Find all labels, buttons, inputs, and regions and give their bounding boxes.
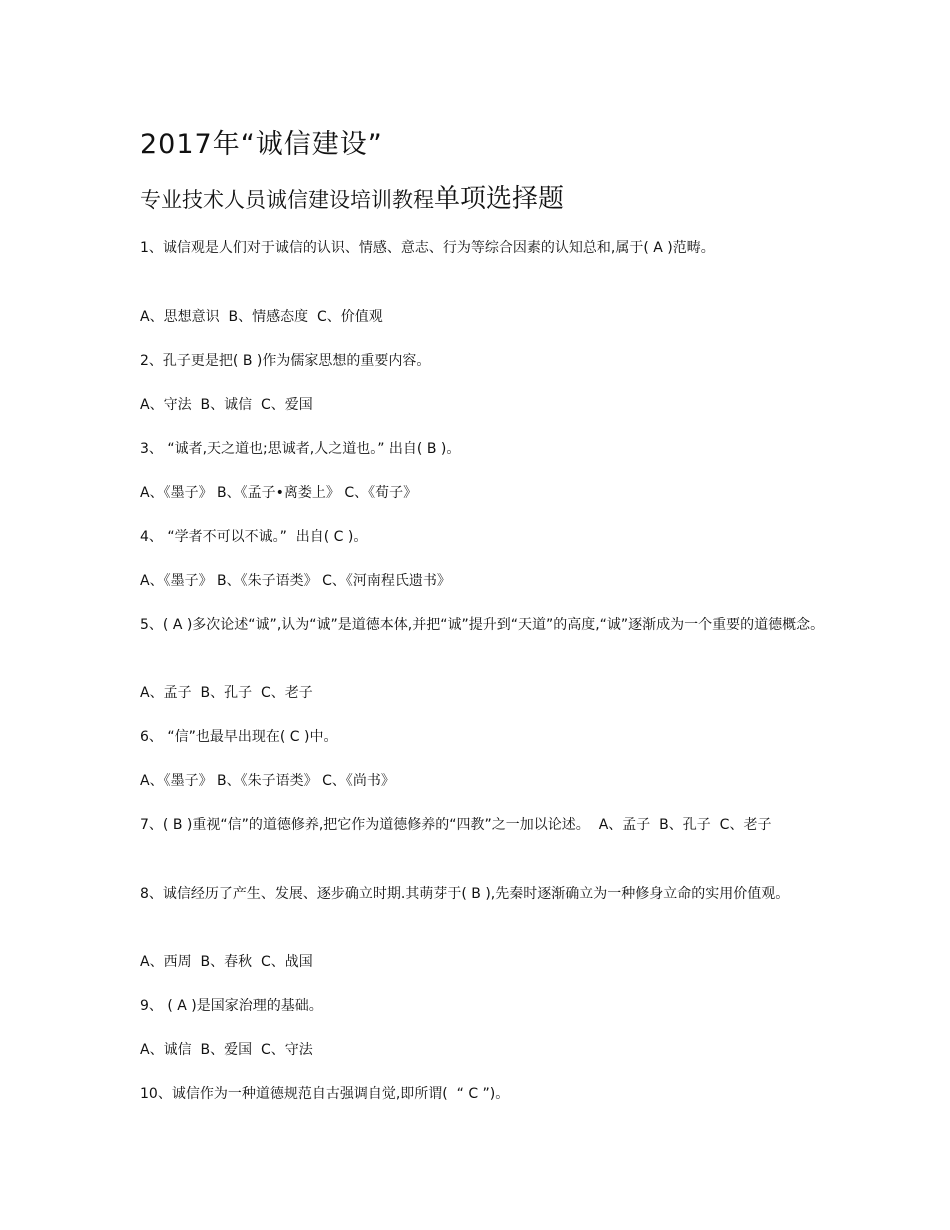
document-title: 2017年“诚信建设”	[140, 129, 383, 160]
question-2: 2、孔子更是把( B )作为儒家思想的重要内容。	[140, 353, 431, 369]
question-8: 8、诚信经历了产生、发展、逐步确立时期.其萌芽于( B ),先秦时逐渐确立为一种修身立命的实用价值观。	[140, 886, 790, 902]
subtitle-course-name: 专业技术人员诚信建设培训教程	[140, 188, 434, 212]
options-1: A、思想意识 B、情感态度 C、价值观	[140, 309, 383, 325]
question-5: 5、( A )多次论述“诚”,认为“诚”是道德本体,并把“诚”提升到“天道”的高度,“诚”逐渐成为一个重要的道德概念。	[140, 617, 825, 633]
question-3: 3、 “诚者,天之道也;思诚者,人之道也。” 出自( B )。	[140, 441, 461, 457]
question-7: 7、( B )重视“信”的道德修养,把它作为道德修养的“四教”之一加以论述。 A、孟子 B、孔子 C、老子	[140, 817, 772, 833]
question-9: 9、 ( A )是国家治理的基础。	[140, 998, 323, 1014]
subtitle-section-name: 单项选择题	[434, 184, 565, 214]
question-6: 6、 “信”也最早出现在( C )中。	[140, 729, 338, 745]
options-3: A、《墨子》 B、《孟子•离娄上》 C、《荀子》	[140, 485, 418, 501]
options-5: A、孟子 B、孔子 C、老子	[140, 685, 313, 701]
options-8: A、西周 B、春秋 C、战国	[140, 954, 313, 970]
question-10: 10、诚信作为一种道德规范自古强调自觉,即所谓( “ C ”)。	[140, 1086, 510, 1102]
options-6: A、《墨子》 B、《朱子语类》 C、《尚书》	[140, 773, 395, 789]
question-4: 4、 “学者不可以不诚。” 出自( C )。	[140, 529, 368, 545]
document-subtitle	[140, 178, 564, 215]
question-1: 1、诚信观是人们对于诚信的认识、情感、意志、行为等综合因素的认知总和,属于( A )范畴。	[140, 240, 715, 256]
options-4: A、《墨子》 B、《朱子语类》 C、《河南程氏遗书》	[140, 573, 451, 589]
options-9: A、诚信 B、爱国 C、守法	[140, 1042, 313, 1058]
options-2: A、守法 B、诚信 C、爱国	[140, 397, 313, 413]
